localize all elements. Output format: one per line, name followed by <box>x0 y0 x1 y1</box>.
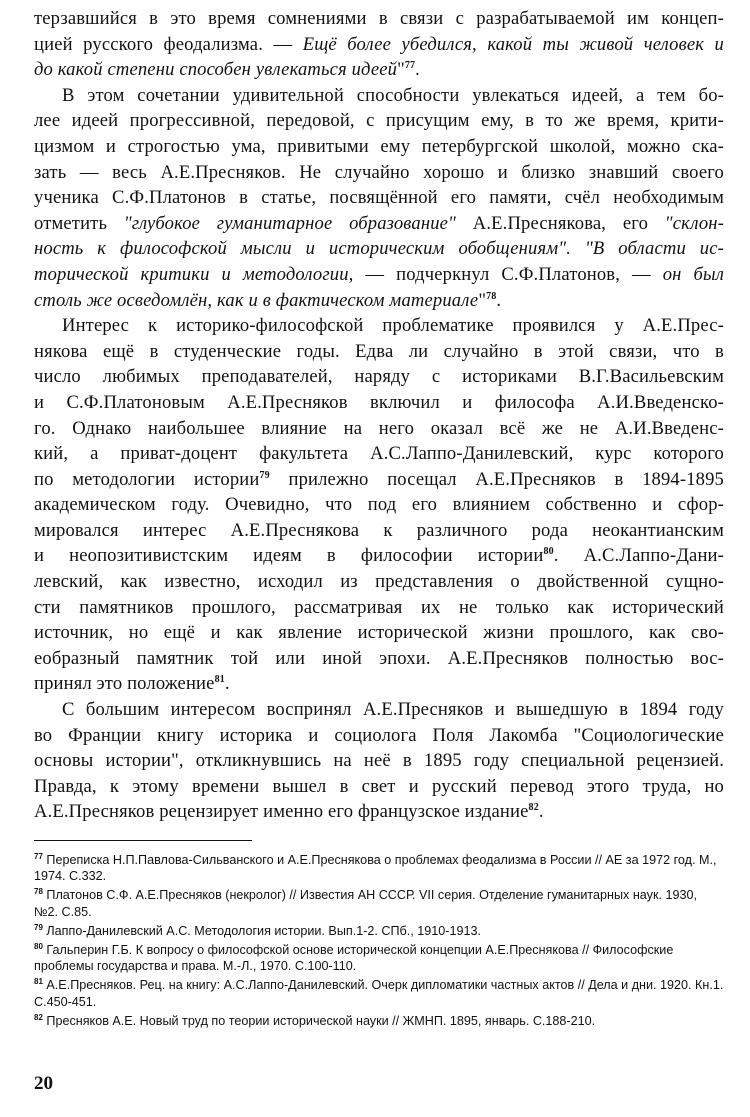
footnote-text: Платонов С.Ф. А.Е.Пресняков (некролог) // Известия АН СССР. VII серия. Отделение гуманитарных наук. 1930, №2. С.85. <box>34 888 697 919</box>
text-line: академическом году. Очевидно, что под его влиянием собственно и сфор- <box>34 494 724 516</box>
footnote-text: Переписка Н.П.Павлова-Сильванского и А.Е.Преснякова о проблемах феодализма в России // АЕ за 1972 год. М., 1974. С.332. <box>34 853 717 884</box>
text-span: . <box>496 289 502 311</box>
footnote-text: Лаппо-Данилевский А.С. Методология истории. Вып.1-2. СПб., 1910-1913. <box>46 923 481 938</box>
text-line: кий, а приват-доцент факультета А.С.Лаппо-Данилевский, курс которого <box>34 443 724 465</box>
text-span <box>571 238 585 259</box>
footnote-79 <box>34 923 724 939</box>
text-line: мировался интерес А.Е.Преснякова к различного рода неокантианским <box>34 519 724 541</box>
footnote-text: А.Е.Пресняков. Рец. на книгу: А.С.Лаппо-Данилевский. Очерк дипломатики частных актов // Дела и дни. 1920. Кн.1. С.450-451. <box>34 978 724 1009</box>
footnote-number: 80 <box>34 942 43 952</box>
text-line: лее идеей прогрессивной, передовой, с присущим ему, в то же время, крити- <box>34 110 724 132</box>
text-line: еобразный памятник той или иной эпохи. А.Е.Пресняков полностью вос- <box>34 647 724 669</box>
text-line <box>34 671 724 697</box>
text-line: и С.Ф.Платоновым А.Е.Пресняков включил и философа А.И.Введенско- <box>34 391 724 413</box>
text-line: Правда, к этому времени вышел в свет и русский перевод этого труда, но <box>34 775 724 797</box>
quote-span: он был <box>662 263 724 285</box>
text-span: . А.С.Лаппо-Дани- <box>553 545 724 567</box>
footnote-80 <box>34 942 724 974</box>
text-line: источник, но ещё и как явление исторической жизни прошлого, как сво- <box>34 622 724 644</box>
text-span: А.Е.Преснякова, его <box>456 212 665 234</box>
footnote-ref-81[interactable]: 81 <box>214 674 225 686</box>
quote-span: ность к философской мысли и историческим обобщениям". <box>34 238 572 260</box>
footnote-number: 82 <box>34 1013 43 1023</box>
footnote-text: Пресняков А.Е. Новый труд по теории исторической науки // ЖМНП. 1895, январь. С.188-210. <box>46 1013 596 1028</box>
quote-span: торической критики и методологии, <box>34 263 354 285</box>
text-span: цией русского феодализма. — <box>34 33 303 55</box>
text-span: по методологии истории <box>34 468 260 490</box>
footnotes-section <box>34 852 724 1032</box>
text-line <box>34 262 724 288</box>
quote-span: столь же осведомлён, как и в фактическом материале <box>34 289 479 311</box>
footnote-78 <box>34 887 724 919</box>
footnote-number: 79 <box>34 923 43 933</box>
main-text <box>34 6 724 825</box>
paragraph-2 <box>34 83 724 313</box>
footnote-ref-82[interactable]: 82 <box>528 802 539 814</box>
footnote-77 <box>34 852 724 884</box>
quote-mark: " <box>478 289 487 311</box>
footnote-number: 78 <box>34 887 43 897</box>
quote-span: "склон- <box>664 212 724 234</box>
text-line <box>34 211 724 237</box>
text-line <box>34 288 724 314</box>
footnote-ref-78[interactable]: 78 <box>486 290 497 302</box>
text-line <box>34 236 724 262</box>
text-line: В этом сочетании удивительной способности увлекаться идеей, а тем бо- <box>62 84 724 106</box>
text-span: . <box>415 59 420 81</box>
text-line: цизмом и строгостью ума, привитыми ему петербургской школой, можно ска- <box>34 135 724 157</box>
text-line <box>34 799 724 825</box>
text-span: отметить <box>34 212 124 234</box>
footnote-divider <box>34 840 252 841</box>
footnote-text: Гальперин Г.Б. К вопросу о философской основе исторической концепции А.Е.Преснякова // Философские проблемы государства и права. М.-Л., 1970. С.100-110. <box>34 943 674 974</box>
text-span: принял это положение <box>34 673 215 695</box>
text-line: го. Однако наибольшее влияние на него оказал всё же не А.И.Введенс- <box>34 417 724 439</box>
quote-span: до какой степени способен увлекаться идеей <box>34 59 398 81</box>
text-line <box>34 32 724 58</box>
text-line: сти памятников прошлого, рассматривая их не только как исторический <box>34 596 724 618</box>
text-line: во Франции книгу историка и социолога Поля Лакомба "Социологические <box>34 724 724 746</box>
text-line <box>34 467 724 493</box>
footnote-number: 77 <box>34 852 43 862</box>
paragraph-4 <box>34 697 724 825</box>
text-span: и неопозитивистским идеям в философии истории <box>34 545 544 567</box>
quote-span: "глубокое гуманитарное образование" <box>123 212 457 234</box>
footnote-number: 81 <box>34 977 43 987</box>
text-line: основы истории", откликнувшись на неё в 1895 году специальной рецензией. <box>34 750 724 772</box>
page-number: 20 <box>34 1073 53 1094</box>
text-span: А.Е.Пресняков рецензирует именно его французское издание <box>34 801 529 823</box>
text-line: терзавшийся в это время сомнениями в связи с разрабатываемой им концеп- <box>34 8 724 29</box>
text-span: . <box>224 673 230 695</box>
paragraph-1 <box>34 6 724 83</box>
paragraph-3 <box>34 313 724 697</box>
text-line: С большим интересом воспринял А.Е.Пресняков и вышедшую в 1894 году <box>62 699 724 721</box>
text-span: — подчеркнул С.Ф.Платонов, — <box>353 263 663 285</box>
text-line <box>34 543 724 569</box>
text-line: Интерес к историко-философской проблематике проявился у А.Е.Прес- <box>62 315 724 337</box>
footnote-ref-79[interactable]: 79 <box>259 469 270 481</box>
quote-span: Ещё более убедился, какой ты живой человек и <box>302 33 724 55</box>
text-line: число любимых преподавателей, наряду с историками В.Г.Васильевским <box>34 366 724 388</box>
quote-span: "В области ис- <box>584 238 724 260</box>
footnote-ref-80[interactable]: 80 <box>543 546 554 558</box>
text-line: някова ещё в студенческие годы. Едва ли случайно в этой связи, что в <box>34 340 724 362</box>
text-line <box>34 57 724 83</box>
quote-mark: " <box>397 59 405 81</box>
text-span: . <box>538 801 544 823</box>
footnote-81 <box>34 977 724 1009</box>
footnote-82 <box>34 1013 724 1029</box>
footnote-ref-77[interactable]: 77 <box>404 60 416 72</box>
text-line: ученика С.Ф.Платонов в статье, посвящённой его памяти, счёл необходимым <box>34 187 724 209</box>
text-line: зать — весь А.Е.Пресняков. Не случайно хорошо и близко знавший своего <box>34 161 724 183</box>
text-span: прилежно посещал А.Е.Пресняков в 1894-1895 <box>269 468 725 490</box>
text-line: левский, как известно, исходил из представления о двойственной сущно- <box>34 571 724 593</box>
